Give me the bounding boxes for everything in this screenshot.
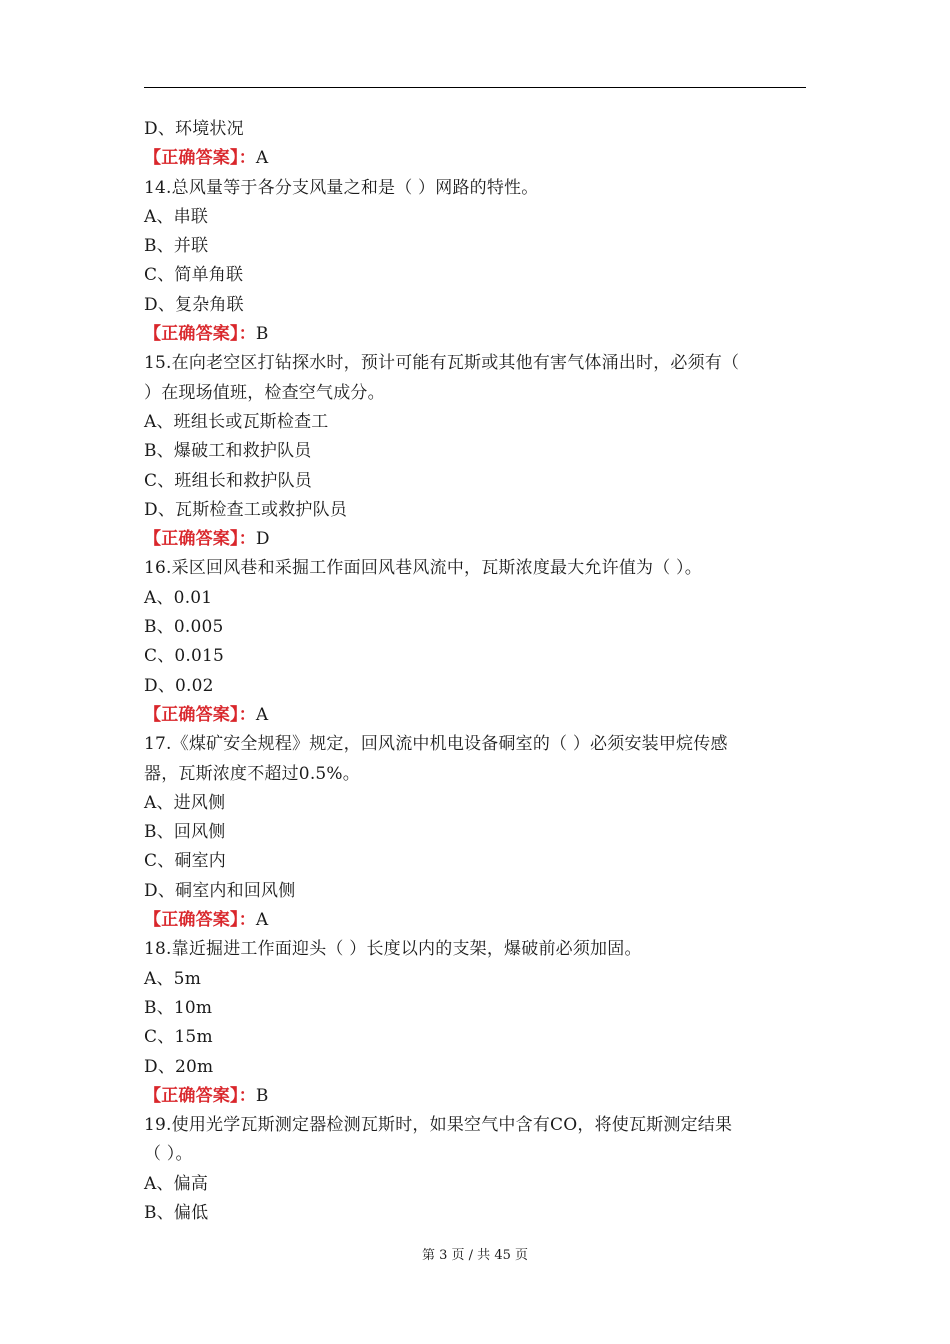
option-d: D、复杂角联	[144, 294, 244, 315]
option-a: A、班组长或瓦斯检查工	[144, 411, 329, 432]
option-a: A、0.01	[144, 587, 213, 608]
question-stem: 15.在向老空区打钻探水时，预计可能有瓦斯或其他有害气体涌出时，必须有（	[144, 353, 740, 374]
option-b: B、并联	[144, 236, 209, 257]
question-stem-continued: 器，瓦斯浓度不超过0.5%。	[144, 763, 360, 784]
option-b: B、0.005	[144, 617, 224, 638]
answer-value: B	[255, 324, 269, 345]
header-rule	[144, 87, 806, 88]
answer-value: D	[255, 529, 270, 550]
option-d: D、20m	[144, 1056, 214, 1077]
answer-label: 【正确答案】：	[144, 910, 256, 931]
question-stem-continued: ）在现场值班，检查空气成分。	[144, 382, 385, 403]
option-a: A、串联	[144, 206, 209, 227]
answer-value: A	[255, 910, 269, 931]
option-d: D、0.02	[144, 675, 214, 696]
answer-label: 【正确答案】：	[144, 1085, 256, 1106]
option-b: B、10m	[144, 997, 213, 1018]
option-b: B、爆破工和救护队员	[144, 441, 312, 462]
question-stem-continued: （ ）。	[144, 1144, 193, 1165]
correct-answer	[144, 906, 808, 935]
answer-value: B	[255, 1085, 269, 1106]
option-a: A、偏高	[144, 1173, 209, 1194]
option-b: B、偏低	[144, 1202, 209, 1223]
option-c: C、简单角联	[144, 265, 244, 286]
question-stem: 17.《煤矿安全规程》规定，回风流中机电设备硐室的（ ）必须安装甲烷传感	[144, 734, 728, 755]
option-c: C、15m	[144, 1027, 213, 1048]
option-c: C、硐室内	[144, 851, 227, 872]
question-stem: 14.总风量等于各分支风量之和是（ ）网路的特性。	[144, 177, 539, 198]
answer-value: A	[255, 148, 269, 169]
correct-answer	[144, 144, 808, 173]
option-a: A、5m	[144, 968, 202, 989]
correct-answer	[144, 525, 808, 554]
option-c: C、0.015	[144, 646, 225, 667]
option-a: A、进风侧	[144, 792, 226, 813]
correct-answer	[144, 701, 808, 730]
option-b: B、回风侧	[144, 822, 226, 843]
question-stem: 19.使用光学瓦斯测定器检测瓦斯时，如果空气中含有CO，将使瓦斯测定结果	[144, 1115, 733, 1136]
answer-value: A	[255, 704, 269, 725]
option-d: D、硐室内和回风侧	[144, 880, 296, 901]
question-stem: 16.采区回风巷和采掘工作面回风巷风流中，瓦斯浓度最大允许值为（ ）。	[144, 558, 702, 579]
answer-label: 【正确答案】：	[144, 324, 256, 345]
page-footer: 第 3 页 / 共 45 页	[422, 1248, 528, 1263]
answer-label: 【正确答案】：	[144, 529, 256, 550]
option-d: D、瓦斯检查工或救护队员	[144, 499, 348, 520]
question-stem: 18.靠近掘进工作面迎头（ ）长度以内的支架，爆破前必须加固。	[144, 939, 642, 960]
option-d: D、环境状况	[144, 119, 244, 139]
correct-answer	[144, 320, 808, 349]
correct-answer	[144, 1082, 808, 1111]
document-body	[144, 115, 808, 1228]
answer-label: 【正确答案】：	[144, 704, 256, 725]
option-c: C、班组长和救护队员	[144, 470, 313, 491]
answer-label: 【正确答案】：	[144, 148, 256, 169]
